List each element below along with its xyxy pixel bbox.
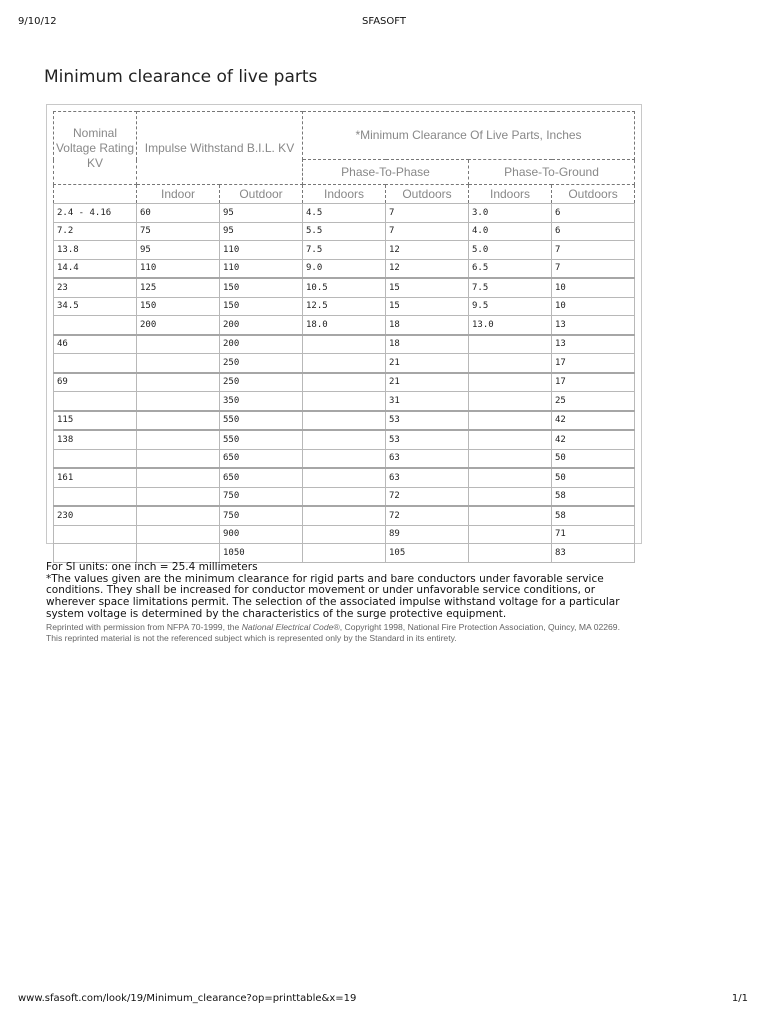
subheader-ptp-indoors: Indoors xyxy=(303,185,386,204)
ptp-outdoors-cell: 21 xyxy=(386,373,469,392)
reprint-text-after: , Copyright 1998, National Fire Protection Association, Quincy, MA 02269. This reprinted material is not the referenced subject which is represented only by the Standard in its entirety. xyxy=(46,621,620,643)
table-row xyxy=(54,222,635,241)
nominal-voltage-cell xyxy=(54,392,137,411)
table-body xyxy=(54,204,635,563)
table-row xyxy=(54,411,635,431)
ptp-indoors-cell xyxy=(303,335,386,354)
table-row xyxy=(54,373,635,392)
ptg-indoors-cell xyxy=(469,373,552,392)
bil-outdoor-cell: 650 xyxy=(220,449,303,468)
table-row xyxy=(54,259,635,278)
print-url: www.sfasoft.com/look/19/Minimum_clearance?op=printtable&x=19 xyxy=(18,993,357,1004)
bil-indoor-cell: 200 xyxy=(137,316,220,335)
ptp-outdoors-cell: 63 xyxy=(386,449,469,468)
ptg-indoors-cell xyxy=(469,487,552,506)
bil-indoor-cell xyxy=(137,468,220,487)
ptg-outdoors-cell: 6 xyxy=(552,222,635,241)
table-row xyxy=(54,297,635,316)
ptg-outdoors-cell: 10 xyxy=(552,278,635,297)
table-row xyxy=(54,392,635,411)
bil-outdoor-cell: 200 xyxy=(220,335,303,354)
table-row xyxy=(54,335,635,354)
print-date: 9/10/12 xyxy=(18,16,57,27)
bil-outdoor-cell: 900 xyxy=(220,525,303,544)
bil-outdoor-cell: 550 xyxy=(220,430,303,449)
ptg-outdoors-cell: 10 xyxy=(552,297,635,316)
bil-indoor-cell: 95 xyxy=(137,241,220,260)
ptp-indoors-cell xyxy=(303,392,386,411)
ptp-outdoors-cell: 63 xyxy=(386,468,469,487)
bil-indoor-cell xyxy=(137,506,220,525)
header-minimum-clearance: *Minimum Clearance Of Live Parts, Inches xyxy=(303,112,635,160)
ptg-indoors-cell xyxy=(469,506,552,525)
ptg-outdoors-cell: 83 xyxy=(552,544,635,563)
bil-indoor-cell xyxy=(137,354,220,373)
ptg-outdoors-cell: 17 xyxy=(552,373,635,392)
subheader-ptg-outdoors: Outdoors xyxy=(552,185,635,204)
bil-outdoor-cell: 1050 xyxy=(220,544,303,563)
nominal-voltage-cell: 34.5 xyxy=(54,297,137,316)
nominal-voltage-cell: 69 xyxy=(54,373,137,392)
header-phase-to-phase: Phase-To-Phase xyxy=(303,160,469,185)
ptg-indoors-cell: 3.0 xyxy=(469,204,552,223)
ptg-outdoors-cell: 13 xyxy=(552,335,635,354)
ptg-outdoors-cell: 50 xyxy=(552,449,635,468)
ptp-indoors-cell: 7.5 xyxy=(303,241,386,260)
clearance-table-container xyxy=(46,104,642,558)
table-row xyxy=(54,468,635,487)
ptg-outdoors-cell: 58 xyxy=(552,506,635,525)
ptp-indoors-cell: 10.5 xyxy=(303,278,386,297)
table-row xyxy=(54,525,635,544)
ptp-outdoors-cell: 18 xyxy=(386,316,469,335)
header-phase-to-ground: Phase-To-Ground xyxy=(469,160,635,185)
reprint-text-before: Reprinted with permission from NFPA 70-1999, the xyxy=(46,621,242,632)
nominal-voltage-cell xyxy=(54,449,137,468)
table-row xyxy=(54,430,635,449)
nominal-voltage-cell: 138 xyxy=(54,430,137,449)
bil-indoor-cell: 150 xyxy=(137,297,220,316)
ptg-outdoors-cell: 7 xyxy=(552,241,635,260)
print-site-name: SFASOFT xyxy=(362,16,406,27)
bil-outdoor-cell: 750 xyxy=(220,506,303,525)
header-impulse-withstand: Impulse Withstand B.I.L. KV xyxy=(137,112,303,185)
ptg-indoors-cell xyxy=(469,335,552,354)
ptg-indoors-cell xyxy=(469,430,552,449)
ptp-indoors-cell xyxy=(303,430,386,449)
nominal-voltage-cell: 230 xyxy=(54,506,137,525)
print-page-number: 1/1 xyxy=(731,993,748,1004)
ptp-outdoors-cell: 21 xyxy=(386,354,469,373)
ptp-outdoors-cell: 53 xyxy=(386,430,469,449)
table-row xyxy=(54,506,635,525)
bil-indoor-cell xyxy=(137,525,220,544)
bil-outdoor-cell: 350 xyxy=(220,392,303,411)
bil-indoor-cell: 60 xyxy=(137,204,220,223)
bil-indoor-cell: 110 xyxy=(137,259,220,278)
clearance-table xyxy=(53,111,635,563)
ptg-outdoors-cell: 6 xyxy=(552,204,635,223)
nominal-voltage-cell: 14.4 xyxy=(54,259,137,278)
ptg-outdoors-cell: 58 xyxy=(552,487,635,506)
notes-section xyxy=(46,562,626,644)
footnote: *The values given are the minimum clearance for rigid parts and bare conductors under favorable service conditions. They shall be increased for conductor movement or under unfavorable service conditions, or wherever space limitations permit. The selection of the associated impulse withstand voltage for a particular system voltage is determined by the characteristics of the surge protective equipment. xyxy=(46,572,620,620)
table-row xyxy=(54,278,635,297)
nominal-voltage-cell: 161 xyxy=(54,468,137,487)
ptg-indoors-cell xyxy=(469,449,552,468)
ptp-outdoors-cell: 7 xyxy=(386,222,469,241)
ptp-outdoors-cell: 15 xyxy=(386,278,469,297)
table-row xyxy=(54,354,635,373)
bil-indoor-cell xyxy=(137,449,220,468)
ptg-outdoors-cell: 7 xyxy=(552,259,635,278)
ptg-indoors-cell xyxy=(469,354,552,373)
table-row xyxy=(54,544,635,563)
nominal-voltage-cell xyxy=(54,354,137,373)
ptp-outdoors-cell: 12 xyxy=(386,241,469,260)
ptp-indoors-cell: 9.0 xyxy=(303,259,386,278)
bil-outdoor-cell: 110 xyxy=(220,241,303,260)
ptp-outdoors-cell: 18 xyxy=(386,335,469,354)
bil-outdoor-cell: 110 xyxy=(220,259,303,278)
page-title: Minimum clearance of live parts xyxy=(44,67,318,88)
ptp-outdoors-cell: 105 xyxy=(386,544,469,563)
bil-outdoor-cell: 250 xyxy=(220,354,303,373)
bil-outdoor-cell: 95 xyxy=(220,204,303,223)
ptp-indoors-cell xyxy=(303,487,386,506)
si-units-note: For SI units: one inch = 25.4 millimeters xyxy=(46,561,258,573)
ptp-outdoors-cell: 53 xyxy=(386,411,469,431)
ptp-indoors-cell: 4.5 xyxy=(303,204,386,223)
bil-outdoor-cell: 150 xyxy=(220,297,303,316)
ptg-outdoors-cell: 71 xyxy=(552,525,635,544)
ptg-indoors-cell: 13.0 xyxy=(469,316,552,335)
ptg-indoors-cell xyxy=(469,411,552,431)
ptp-indoors-cell xyxy=(303,373,386,392)
bil-indoor-cell xyxy=(137,411,220,431)
ptp-indoors-cell xyxy=(303,525,386,544)
table-row xyxy=(54,487,635,506)
ptp-indoors-cell xyxy=(303,354,386,373)
nominal-voltage-cell: 23 xyxy=(54,278,137,297)
bil-indoor-cell xyxy=(137,392,220,411)
nominal-voltage-cell xyxy=(54,525,137,544)
ptp-indoors-cell xyxy=(303,544,386,563)
ptp-indoors-cell xyxy=(303,506,386,525)
bil-indoor-cell xyxy=(137,544,220,563)
bil-indoor-cell xyxy=(137,430,220,449)
reprint-code-title: National Electrical Code® xyxy=(241,621,340,632)
table-row xyxy=(54,449,635,468)
bil-outdoor-cell: 150 xyxy=(220,278,303,297)
bil-indoor-cell xyxy=(137,335,220,354)
ptp-indoors-cell: 18.0 xyxy=(303,316,386,335)
ptp-indoors-cell: 12.5 xyxy=(303,297,386,316)
ptg-indoors-cell xyxy=(469,544,552,563)
nominal-voltage-cell xyxy=(54,544,137,563)
nominal-voltage-cell: 46 xyxy=(54,335,137,354)
ptg-indoors-cell: 5.0 xyxy=(469,241,552,260)
bil-indoor-cell xyxy=(137,373,220,392)
table-row xyxy=(54,204,635,223)
ptp-outdoors-cell: 31 xyxy=(386,392,469,411)
nominal-voltage-cell: 115 xyxy=(54,411,137,431)
bil-indoor-cell: 75 xyxy=(137,222,220,241)
nominal-voltage-cell: 13.8 xyxy=(54,241,137,260)
bil-outdoor-cell: 650 xyxy=(220,468,303,487)
nominal-voltage-cell: 7.2 xyxy=(54,222,137,241)
ptp-outdoors-cell: 89 xyxy=(386,525,469,544)
ptg-outdoors-cell: 50 xyxy=(552,468,635,487)
nominal-voltage-cell xyxy=(54,487,137,506)
ptg-indoors-cell: 9.5 xyxy=(469,297,552,316)
ptg-indoors-cell xyxy=(469,392,552,411)
bil-indoor-cell: 125 xyxy=(137,278,220,297)
ptp-outdoors-cell: 15 xyxy=(386,297,469,316)
bil-outdoor-cell: 200 xyxy=(220,316,303,335)
bil-outdoor-cell: 750 xyxy=(220,487,303,506)
bil-outdoor-cell: 250 xyxy=(220,373,303,392)
ptp-indoors-cell: 5.5 xyxy=(303,222,386,241)
ptp-indoors-cell xyxy=(303,468,386,487)
reprint-notice xyxy=(46,622,626,644)
ptp-outdoors-cell: 7 xyxy=(386,204,469,223)
ptg-outdoors-cell: 17 xyxy=(552,354,635,373)
bil-outdoor-cell: 95 xyxy=(220,222,303,241)
ptg-indoors-cell xyxy=(469,468,552,487)
ptg-outdoors-cell: 42 xyxy=(552,430,635,449)
table-row xyxy=(54,241,635,260)
ptg-outdoors-cell: 25 xyxy=(552,392,635,411)
subheader-ptp-outdoors: Outdoors xyxy=(386,185,469,204)
ptp-indoors-cell xyxy=(303,411,386,431)
subheader-ptg-indoors: Indoors xyxy=(469,185,552,204)
ptg-indoors-cell: 4.0 xyxy=(469,222,552,241)
ptp-outdoors-cell: 12 xyxy=(386,259,469,278)
ptp-outdoors-cell: 72 xyxy=(386,487,469,506)
bil-outdoor-cell: 550 xyxy=(220,411,303,431)
ptp-indoors-cell xyxy=(303,449,386,468)
ptg-outdoors-cell: 13 xyxy=(552,316,635,335)
subheader-indoor: Indoor xyxy=(137,185,220,204)
ptg-indoors-cell: 6.5 xyxy=(469,259,552,278)
nominal-voltage-cell xyxy=(54,316,137,335)
header-nominal-voltage: Nominal Voltage Rating KV xyxy=(54,112,137,185)
table-row xyxy=(54,316,635,335)
ptp-outdoors-cell: 72 xyxy=(386,506,469,525)
nominal-voltage-cell: 2.4 - 4.16 xyxy=(54,204,137,223)
subheader-outdoor: Outdoor xyxy=(220,185,303,204)
ptg-indoors-cell xyxy=(469,525,552,544)
header-nominal-blank xyxy=(54,185,137,204)
bil-indoor-cell xyxy=(137,487,220,506)
ptg-indoors-cell: 7.5 xyxy=(469,278,552,297)
ptg-outdoors-cell: 42 xyxy=(552,411,635,431)
